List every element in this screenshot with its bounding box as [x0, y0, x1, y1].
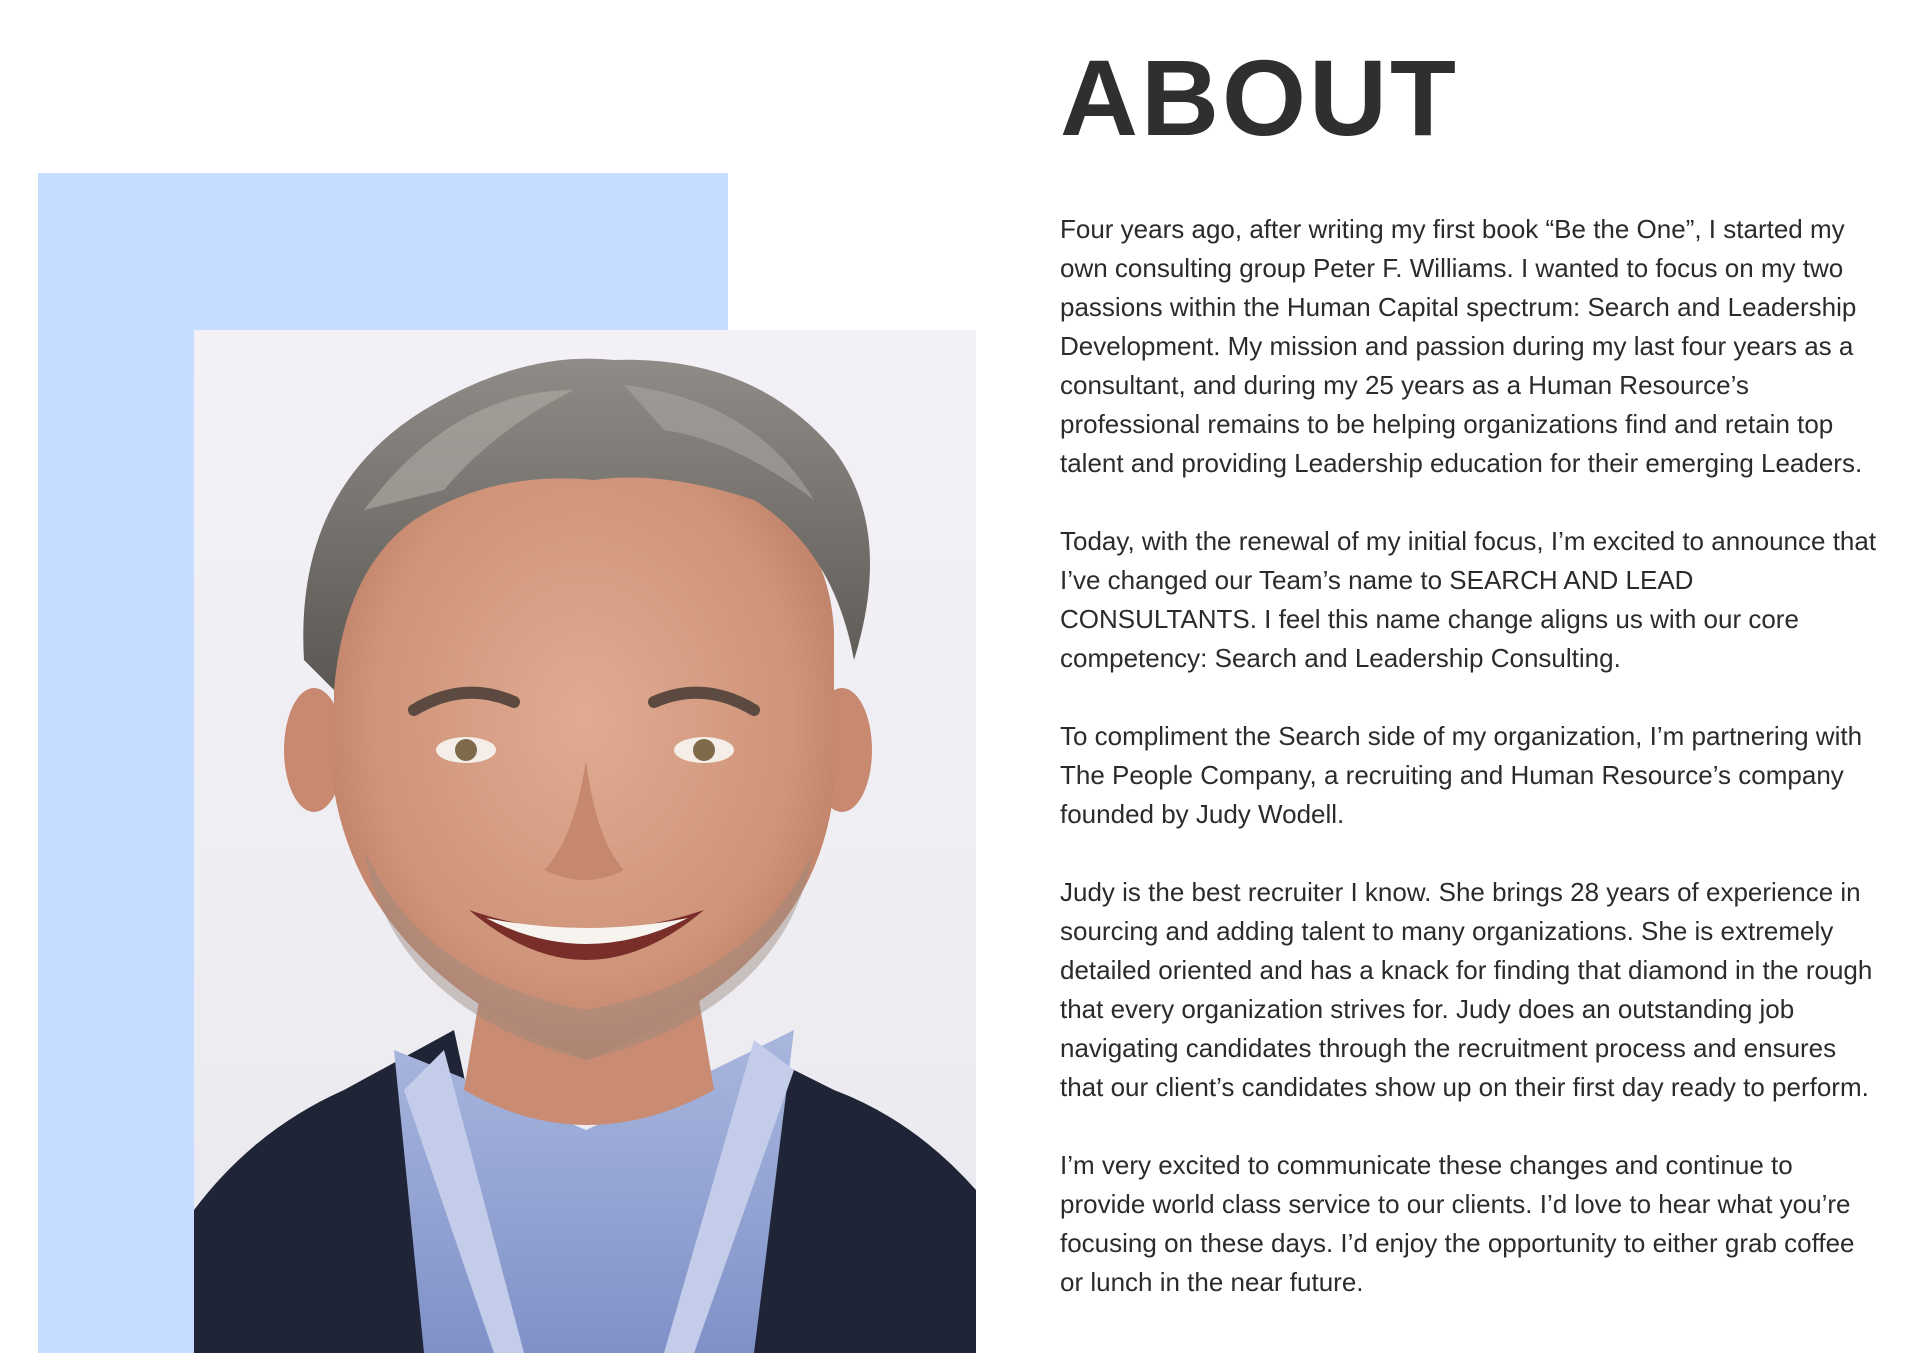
about-content [1060, 38, 1880, 1341]
page-title: ABOUT [1060, 37, 1459, 158]
about-paragraph-4: Judy is the best recruiter I know. She brings 28 years of experience in sourcing and adding talent to many organizations. She is extremely detailed oriented and has a knack for finding that diamond in the rough that every organization strives for. Judy does an outstanding job navigating candidates through the recruitment process and ensures that our client’s candidates show up on their first day ready to perform. [1060, 877, 1873, 1102]
portrait-photo [194, 330, 976, 1353]
portrait-illustration [194, 330, 976, 1353]
about-paragraph-2: Today, with the renewal of my initial focus, I’m excited to announce that I’ve changed our Team’s name to SEARCH AND LEAD CONSULTANTS. I feel this name change aligns us with our core competency: Search and Leadership Consulting. [1060, 526, 1877, 673]
about-paragraph-3: To compliment the Search side of my organization, I’m partnering with The People Company, a recruiting and Human Resource’s company founded by Judy Wodell. [1060, 721, 1863, 829]
about-paragraph-5: I’m very excited to communicate these changes and continue to provide world class service to our clients. I’d love to hear what you’re focusing on these days. I’d enjoy the opportunity to either grab coffee or lunch in the near future. [1060, 1150, 1855, 1297]
about-paragraph-1: Four years ago, after writing my first book “Be the One”, I started my own consulting group Peter F. Williams. I wanted to focus on my two passions within the Human Capital spectrum: Search and Leadership Development. My mission and passion during my last four years as a consultant, and during my 25 years as a Human Resource’s professional remains to be helping organizations find and retain top talent and providing Leadership education for their emerging Leaders. [1060, 214, 1863, 478]
